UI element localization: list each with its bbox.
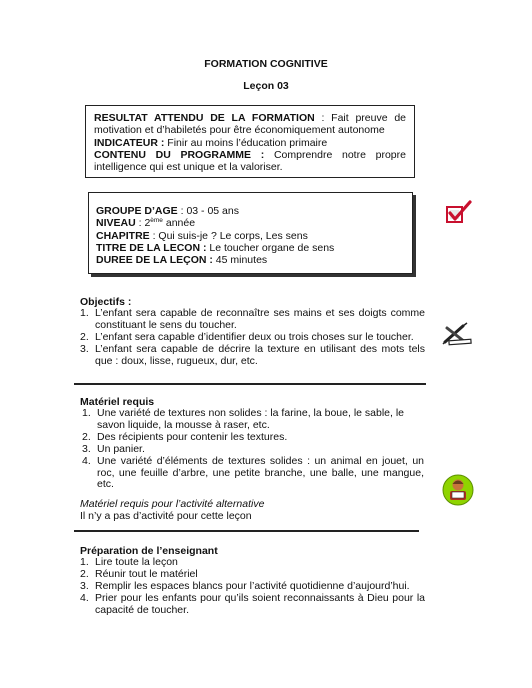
alt-materials-text: Il n’y a pas d’activité pour cette leçon	[80, 510, 252, 522]
list-item: 4. Prier pour les enfants pour qu’ils soient reconnaissants à Dieu pour la capacité de toucher.	[80, 591, 425, 616]
program-text: CONTENU DU PROGRAMME : Comprendre notre propre intelligence qui est unique et la valoriser.	[94, 148, 406, 174]
list-item: 3. Remplir les espaces blancs pour l’activité quotidienne d’aujourd’hui.	[80, 579, 410, 592]
child-reading-icon	[442, 474, 474, 506]
list-item: 3. L’enfant sera capable de décrire la texture en utilisant des mots tels que : doux, lisse, rugueux, dur, etc.	[80, 342, 425, 367]
preparation-title: Préparation de l’enseignant	[80, 545, 218, 557]
list-item: 1. Lire toute la leçon	[80, 556, 178, 568]
lesson-title: TITRE DE LA LECON : Le toucher organe de sens	[96, 241, 335, 254]
list-item: 2. Réunir tout le matériel	[80, 567, 198, 580]
pencil-ruler-icon	[441, 322, 473, 348]
lesson-number: Leçon 03	[243, 80, 289, 92]
outcome-text: RESULTAT ATTENDU DE LA FORMATION : Fait preuve de motivation et d’habiletés pour être économiquement autonome	[94, 112, 406, 137]
list-item: 1. L’enfant sera capable de reconnaître ses mains et ses doigts comme constituant le sens du toucher.	[80, 307, 425, 331]
indicator-text: INDICATEUR : Finir au moins l’éducation primaire	[94, 136, 328, 149]
alt-materials-title: Matériel requis pour l’activité alternative	[80, 498, 265, 510]
list-item: 2. L’enfant sera capable d’identifier deux ou trois choses sur le toucher.	[80, 330, 414, 343]
objectives-list	[80, 308, 425, 368]
chapter: CHAPITRE : Qui suis-je ? Le corps, Les sens	[96, 229, 308, 242]
materials-title: Matériel requis	[80, 396, 155, 408]
document-title: FORMATION COGNITIVE	[204, 58, 328, 70]
age-group: GROUPE D’AGE : 03 - 05 ans	[96, 205, 239, 217]
objectives-title: Objectifs :	[80, 296, 132, 308]
section-divider	[74, 383, 426, 385]
list-item: 4. Une variété d’éléments de textures solides : un animal en jouet, un roc, une feuille d’arbre, une petite branche, une balle, une mangue, etc.	[82, 454, 424, 491]
materials-list	[82, 408, 424, 491]
section-divider	[74, 530, 419, 532]
level: NIVEAU : 2ème année	[96, 217, 196, 230]
list-item: 2. Des récipients pour contenir les textures.	[82, 430, 288, 443]
preparation-list	[80, 557, 425, 617]
list-item: 1. Une variété de textures non solides : la farine, la boue, le sable, le savon liquide, la mousse à raser, etc.	[82, 407, 405, 431]
lesson-info-box	[88, 192, 413, 274]
list-item: 3. Un panier.	[82, 442, 145, 455]
outcome-box	[85, 105, 415, 178]
red-checkbox-icon	[446, 200, 472, 224]
lesson-duration: DUREE DE LA LEÇON : 45 minutes	[96, 254, 268, 267]
